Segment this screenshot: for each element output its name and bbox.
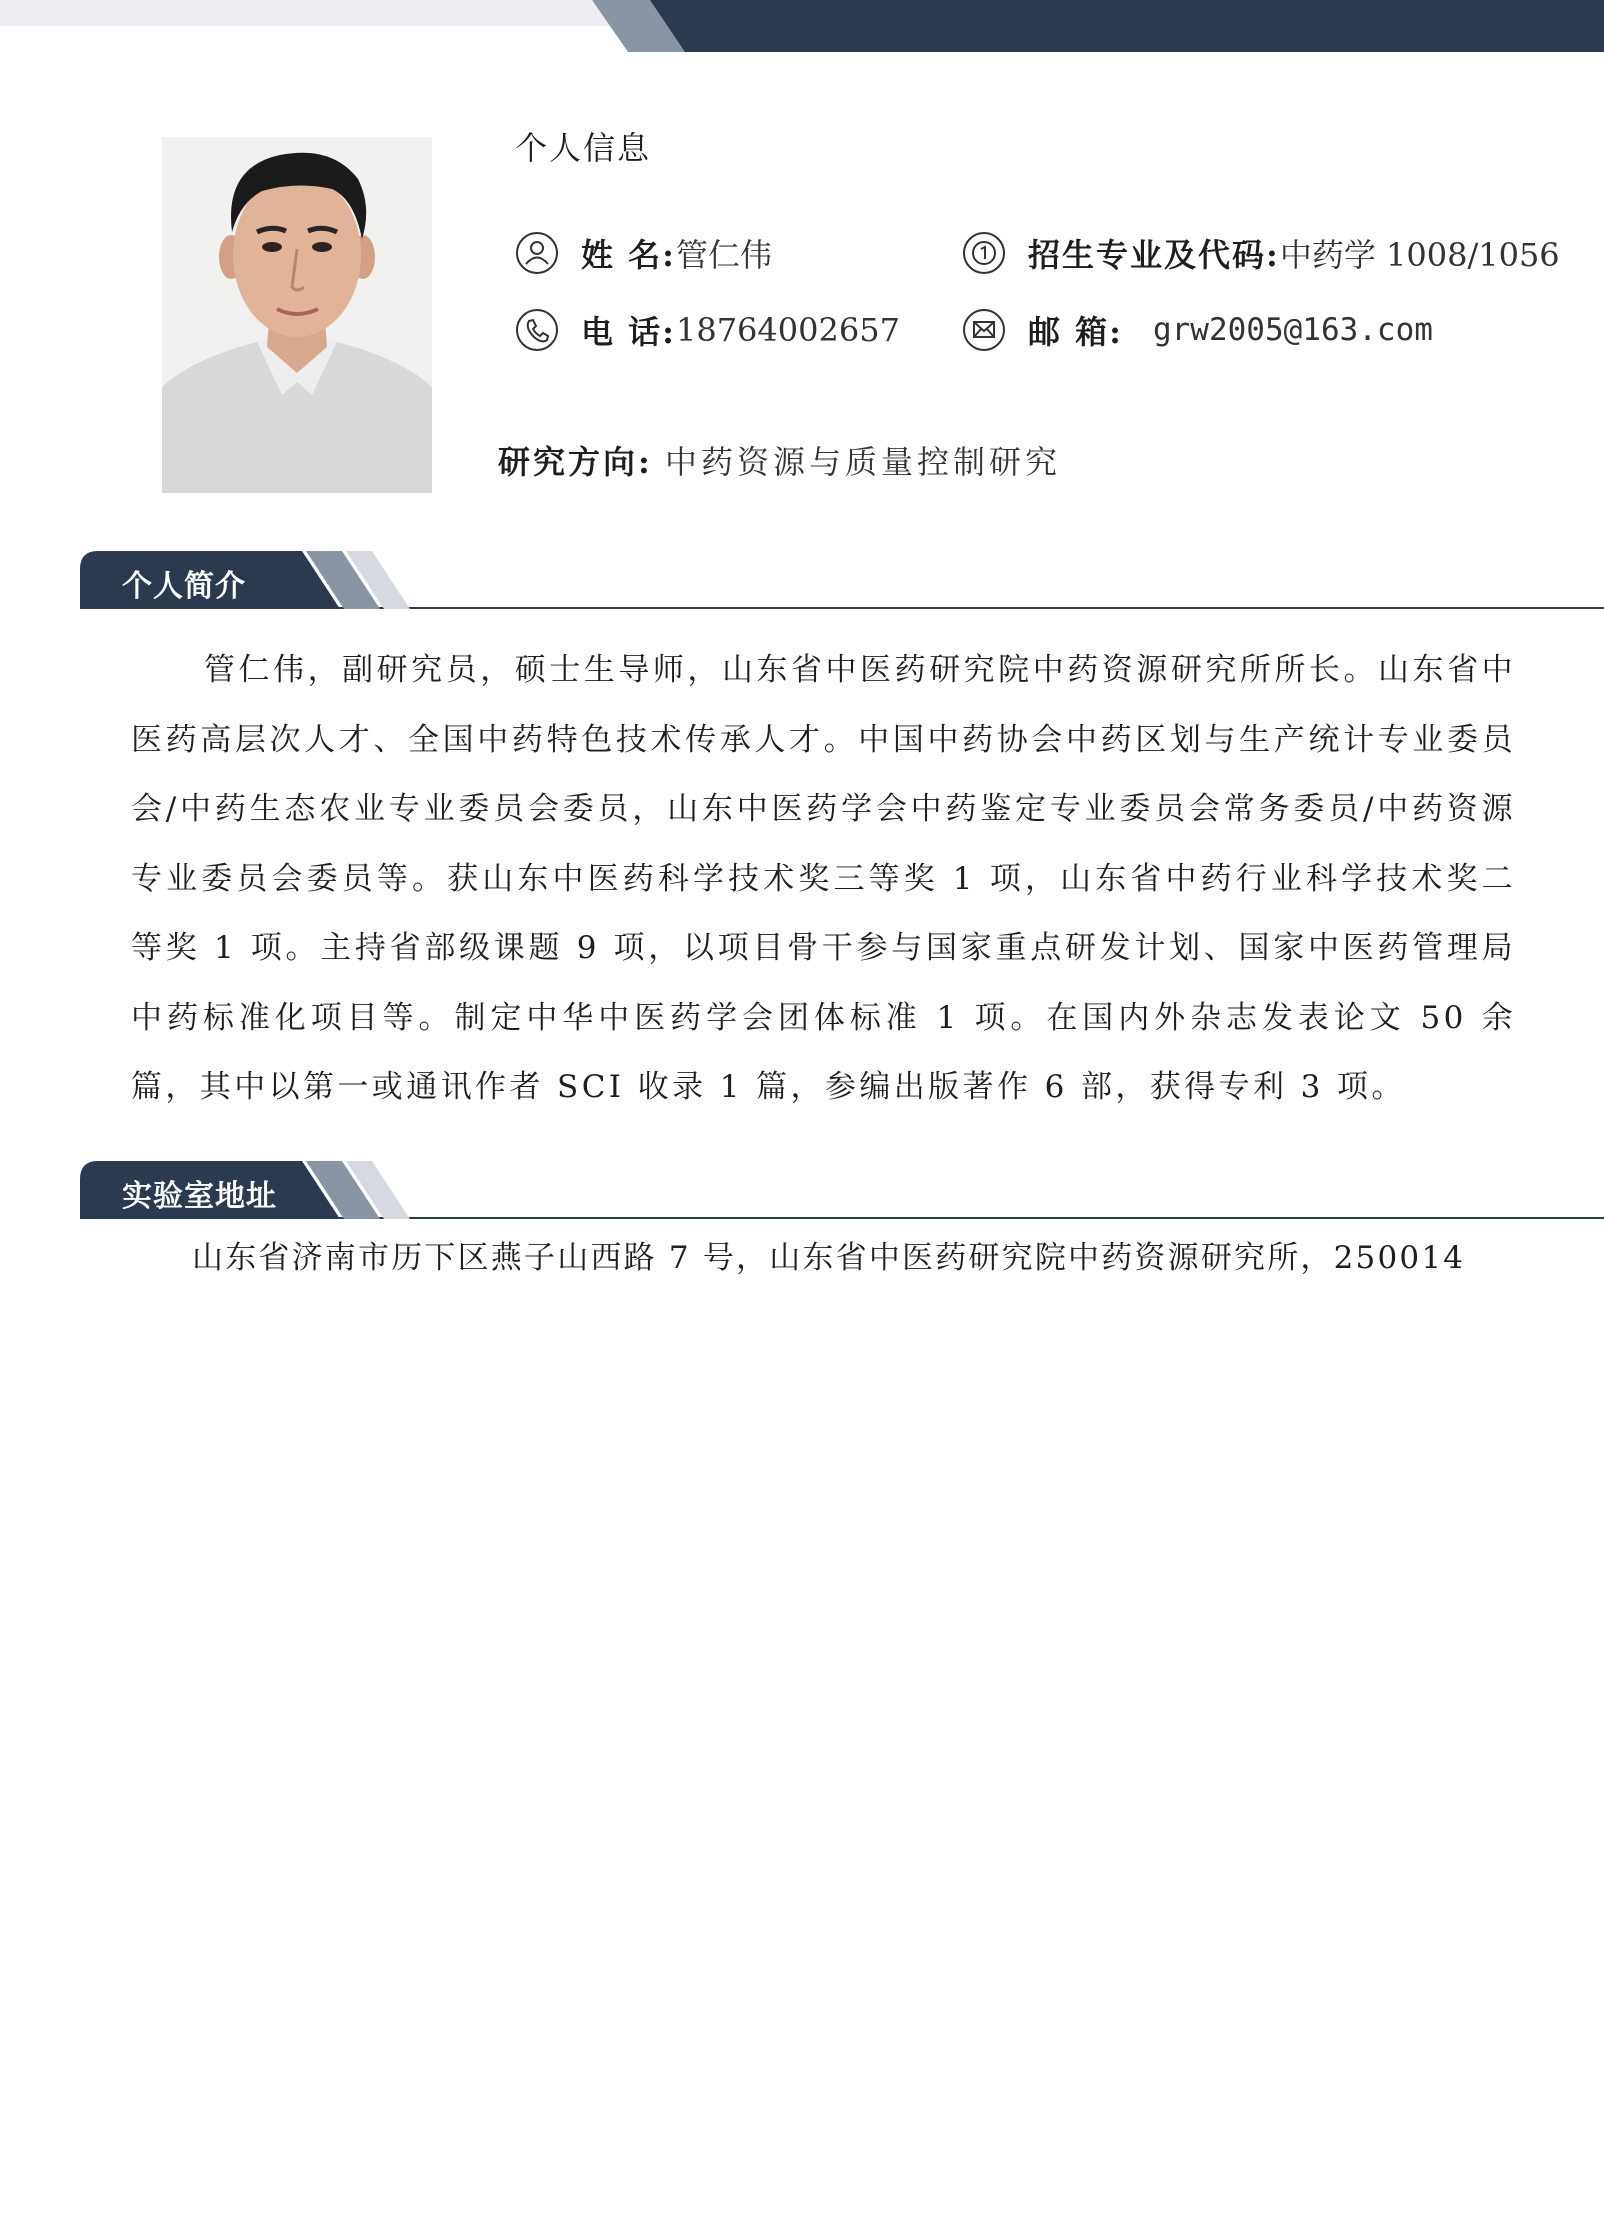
intro-banner-shapes — [80, 551, 1604, 609]
intro-text: 管仁伟，副研究员，硕士生导师，山东省中医药研究院中药资源研究所所长。山东省中医药高层次人才、全国中药特色技术传承人才。中国中药协会中药区划与生产统计专业委员会/中药生态农业专业委员会委员，山东中医药学会中药鉴定专业委员会常务委员/中药资源专业委员会委员等。获山东中医药科学技术奖三等奖 1 项，山东省中药行业科学技术奖二等奖 1 项。主持省部级课题 9 项，以项目骨干参与国家重点研发计划、国家中医药管理局中药标准化项目等。制定中华中医药学会团体标准 1 项。在国内外杂志发表论文 50 余篇，其中以第一或通讯作者 SCI 收录 1 篇，参编出版著作 6 部，获得专利 3 项。 — [131, 652, 1516, 1105]
name-value: 管仁伟 — [675, 236, 772, 274]
name-label: 姓 名: — [581, 236, 676, 274]
intro-section-header — [80, 551, 1604, 609]
top-banner-shapes — [0, 0, 1604, 52]
lab-title: 实验室地址 — [122, 1179, 277, 1214]
phone-label: 电 话: — [581, 313, 676, 351]
mail-icon — [962, 308, 1006, 352]
email-row — [962, 307, 1433, 353]
portrait-image — [162, 137, 432, 493]
badge-icon — [962, 231, 1006, 275]
lab-address: 山东省济南市历下区燕子山西路 7 号，山东省中医药研究院中药资源研究所，250014 — [192, 1240, 1466, 1276]
name-row — [515, 230, 772, 276]
personal-info-heading: 个人信息 — [515, 129, 652, 167]
major-label: 招生专业及代码: — [1028, 236, 1280, 274]
phone-icon — [515, 308, 559, 352]
phone-value: 18764002657 — [675, 311, 900, 349]
research-label: 研究方向: — [498, 443, 653, 481]
major-row — [962, 230, 1560, 276]
user-icon — [515, 231, 559, 275]
major-value: 中药学 1008/1056 — [1279, 236, 1560, 274]
lab-banner-shapes — [80, 1161, 1604, 1219]
profile-photo — [162, 137, 432, 493]
top-banner — [0, 0, 1604, 52]
research-value: 中药资源与质量控制研究 — [665, 443, 1062, 481]
intro-title: 个人简介 — [122, 569, 246, 604]
lab-section-header — [80, 1161, 1604, 1219]
email-label: 邮 箱: — [1028, 313, 1123, 351]
research-direction — [498, 437, 1061, 483]
email-value[interactable]: grw2005@163.com — [1152, 312, 1433, 348]
phone-row — [515, 307, 900, 353]
